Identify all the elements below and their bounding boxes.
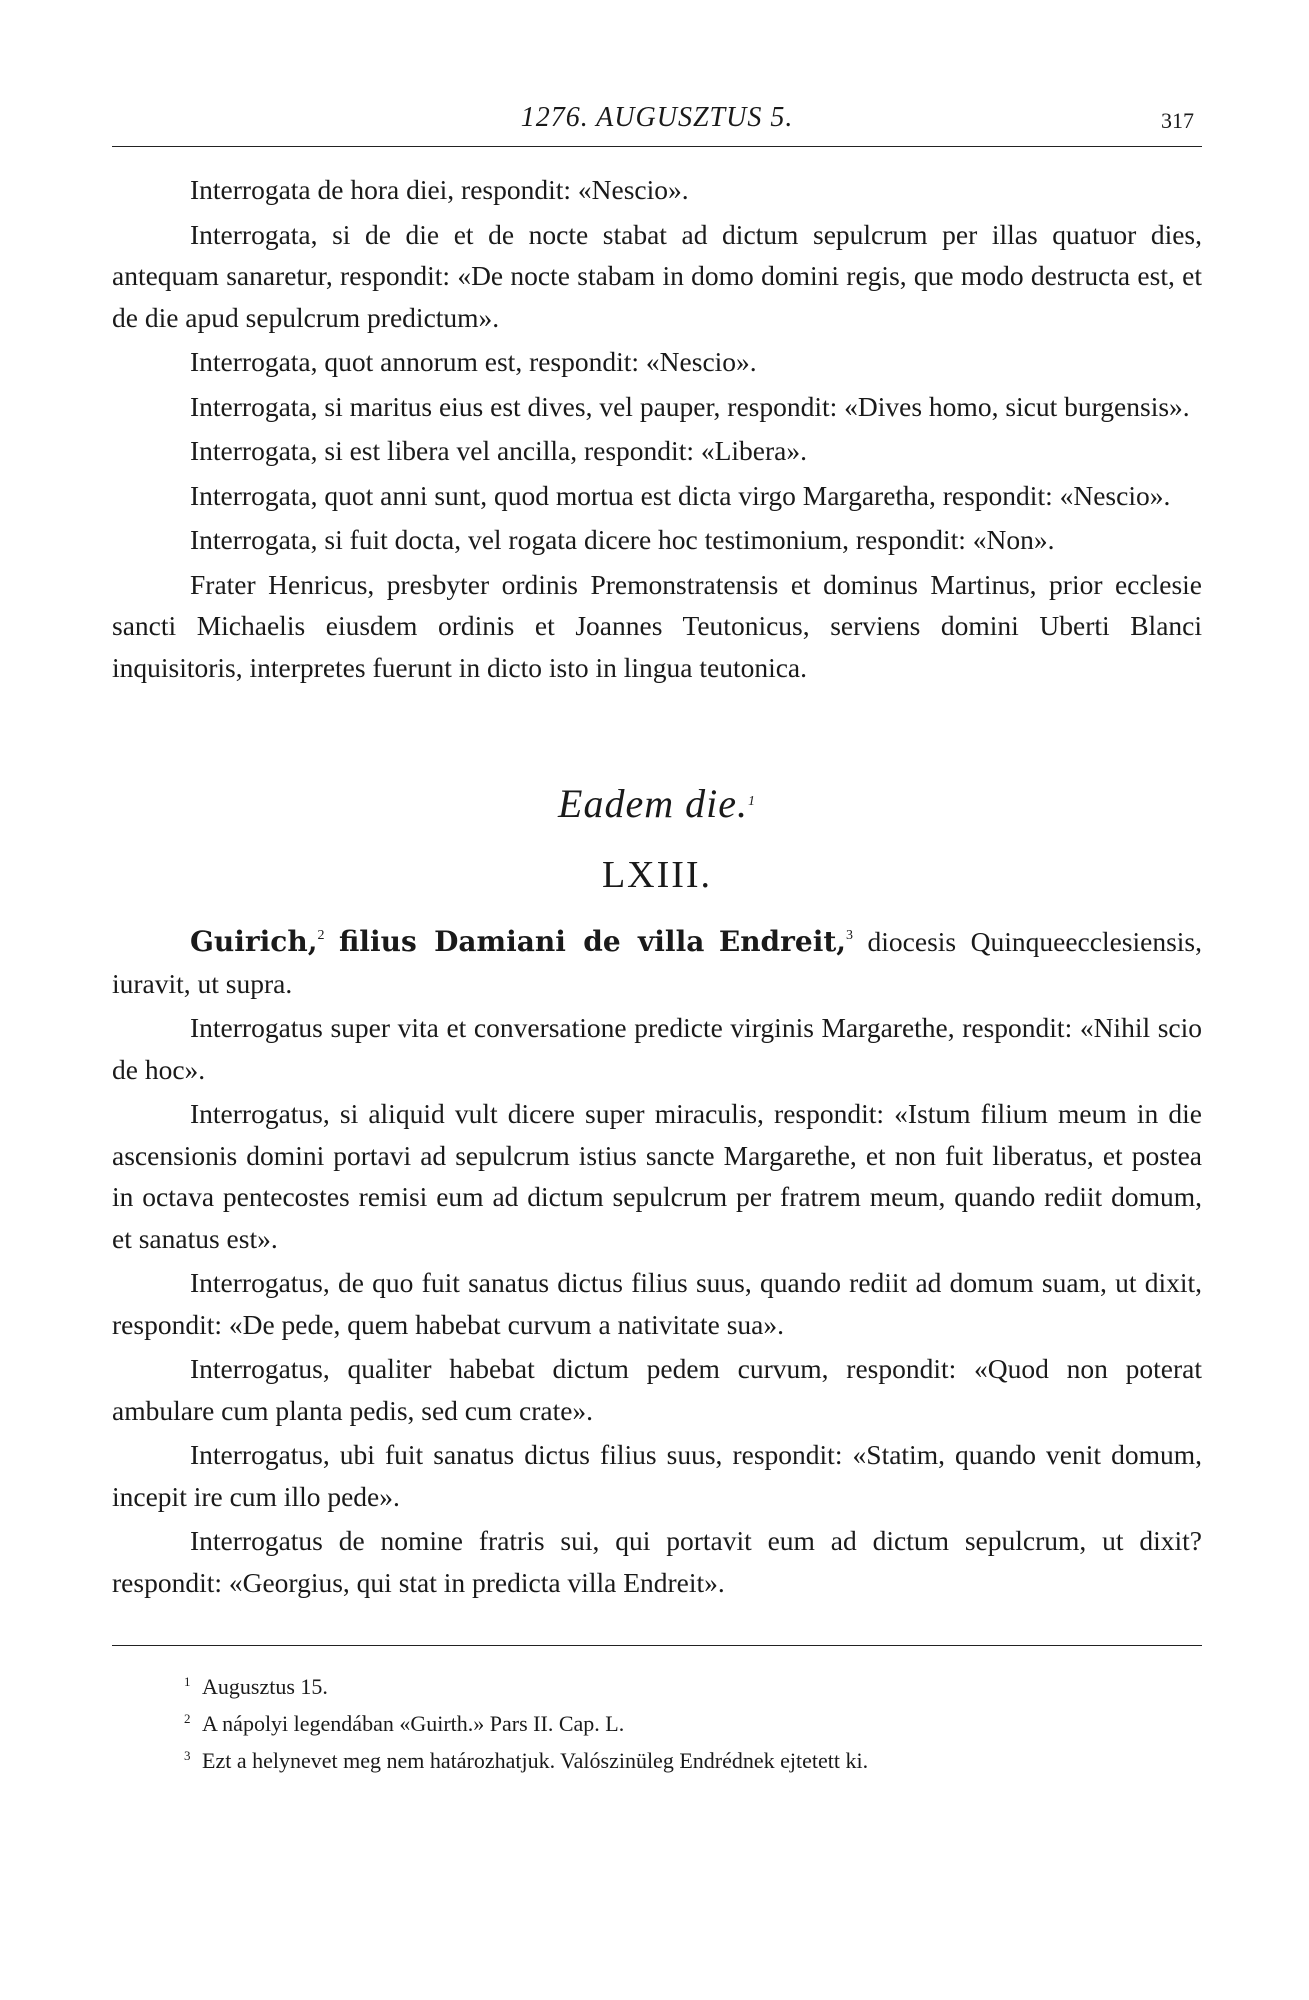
running-head xyxy=(112,96,1202,147)
testimony-text-top xyxy=(112,169,1202,688)
footnotes xyxy=(112,1666,1202,1777)
footnote-number: 3 xyxy=(184,1748,191,1763)
testimony-text-bottom xyxy=(112,921,1202,1603)
paragraph: Interrogatus, si aliquid vult dicere super miraculis, respondit: «Istum filium meum in die ascensionis domini portavi ad sepulcrum istius sancte Margarethe, et non fuit liberatus, et postea in octava pentecostes remisi eum ad dictum sepulcrum per fratrem meum, quando rediit domum, et sanatus est». xyxy=(112,1098,1202,1254)
section-numeral: LXIII. xyxy=(601,854,713,896)
witness-rest: diocesis Quinqueecclesiensis, iuravit, ut supra. xyxy=(112,926,1203,999)
footnote-ref: 1 xyxy=(747,794,756,809)
paragraph: Interrogatus, qualiter habebat dictum pedem curvum, respondit: «Quod non poterat ambulare cum planta pedis, sed cum crate». xyxy=(112,1353,1202,1426)
paragraph: Interrogata, si maritus eius est dives, vel pauper, respondit: «Dives homo, sicut burgensis». xyxy=(190,390,1190,422)
footnote-ref: 2 xyxy=(317,928,325,943)
footnote-text: Ezt a helynevet meg nem határozhatjuk. Valószinüleg Endrédnek ejtetett ki. xyxy=(202,1748,869,1773)
paragraph: Interrogata, si fuit docta, vel rogata dicere hoc testimonium, respondit: «Non». xyxy=(190,524,1055,555)
paragraph: Interrogata, quot annorum est, respondit: «Nescio». xyxy=(190,346,757,377)
paragraph: Interrogatus, ubi fuit sanatus dictus filius suus, respondit: «Statim, quando venit domum, incepit ire cum illo pede». xyxy=(112,1439,1202,1512)
footnote-number: 2 xyxy=(184,1711,191,1726)
witness-name: Guirich, xyxy=(190,925,318,958)
footnote-text: A nápolyi legendában «Guirth.» Pars II. Cap. L. xyxy=(202,1711,625,1736)
footnote xyxy=(184,1703,1202,1740)
footnote-number: 1 xyxy=(184,1674,191,1689)
paragraph: Interrogata de hora diei, respondit: «Nescio». xyxy=(190,174,689,205)
page-number: 317 xyxy=(1161,108,1194,133)
footnote-text: Augusztus 15. xyxy=(202,1674,328,1699)
footnote-ref: 3 xyxy=(846,928,854,943)
paragraph: Interrogata, si est libera vel ancilla, respondit: «Libera». xyxy=(190,435,807,466)
paragraph: Interrogatus, de quo fuit sanatus dictus filius suus, quando rediit ad domum suam, ut dixit, respondit: «De pede, quem habebat curvum a nativitate sua». xyxy=(112,1267,1202,1340)
witness-filiation: filius Damiani de villa xyxy=(338,925,705,958)
witness-intro xyxy=(112,921,1202,1004)
document-page xyxy=(112,96,1202,1777)
paragraph: Interrogata, si de die et de nocte stabat ad dictum sepulcrum per illas quatuor dies, antequam sanaretur, respondit: «De nocte stabam in domo domini regis, que modo destructa est, et de die apud sepulcrum predictum». xyxy=(112,218,1202,333)
section-heading xyxy=(112,780,1202,897)
running-title: 1276. AUGUSZTUS 5. xyxy=(520,102,794,133)
paragraph: Interrogatus super vita et conversatione predicte virginis Margarethe, respondit: «Nihil scio de hoc». xyxy=(112,1012,1202,1085)
date-heading xyxy=(112,780,1202,827)
witness-place: Endreit, xyxy=(718,925,847,958)
date-heading-text: Eadem die. xyxy=(558,781,748,826)
footnote xyxy=(184,1666,1202,1703)
paragraph: Interrogatus de nomine fratris sui, qui portavit eum ad dictum sepulcrum, ut dixit? respondit: «Georgius, qui stat in predicta villa Endreit». xyxy=(112,1525,1202,1598)
footnote xyxy=(184,1740,1202,1777)
paragraph: Interrogata, quot anni sunt, quod mortua est dicta virgo Margaretha, respondit: «Nescio». xyxy=(190,479,1171,511)
footnote-divider xyxy=(112,1645,1202,1646)
paragraph: Frater Henricus, presbyter ordinis Premonstratensis et dominus Martinus, prior ecclesie sancti Michaelis eiusdem ordinis et Joannes Teutonicus, serviens domini Uberti Blanci inquisitoris, interpretes fuerunt in dicto isto in lingua teutonica. xyxy=(112,568,1202,683)
